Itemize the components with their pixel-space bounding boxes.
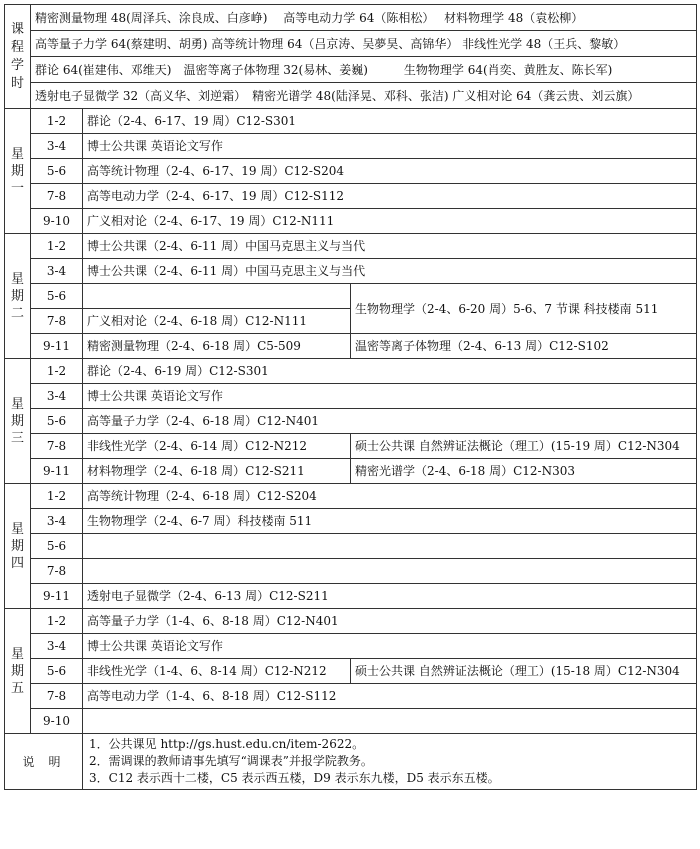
course-cell-left: 非线性光学（1-4、6、8-14 周）C12-N212 <box>83 659 351 684</box>
course-cell <box>83 559 697 584</box>
course-cell: 高等统计物理（2-4、6-18 周）C12-S204 <box>83 484 697 509</box>
period-cell: 5-6 <box>31 534 83 559</box>
course-hours-label: 课程学时 <box>5 5 31 109</box>
course-cell: 博士公共课（2-4、6-11 周）中国马克思主义与当代 <box>83 259 697 284</box>
course-cell: 群论（2-4、6-17、19 周）C12-S301 <box>83 109 697 134</box>
period-cell: 9-11 <box>31 334 83 359</box>
period-cell: 3-4 <box>31 259 83 284</box>
day-label-friday: 星期五 <box>5 609 31 734</box>
course-cell-right: 温密等离子体物理（2-4、6-13 周）C12-S102 <box>351 334 697 359</box>
period-cell: 9-10 <box>31 709 83 734</box>
note-item: 1．公共课见 http://gs.hust.edu.cn/item-2622。 <box>89 737 365 751</box>
period-cell: 5-6 <box>31 409 83 434</box>
notes-label: 说明 <box>5 734 83 790</box>
course-cell: 博士公共课 英语论文写作 <box>83 384 697 409</box>
day-label-wednesday: 星期三 <box>5 359 31 484</box>
period-cell: 1-2 <box>31 109 83 134</box>
course-cell-left <box>83 284 351 309</box>
course-cell: 生物物理学（2-4、6-7 周）科技楼南 511 <box>83 509 697 534</box>
course-cell: 高等电动力学（2-4、6-17、19 周）C12-S112 <box>83 184 697 209</box>
period-cell: 7-8 <box>31 559 83 584</box>
course-cell: 高等电动力学（1-4、6、8-18 周）C12-S112 <box>83 684 697 709</box>
course-cell: 博士公共课 英语论文写作 <box>83 134 697 159</box>
course-cell: 高等量子力学（1-4、6、8-18 周）C12-N401 <box>83 609 697 634</box>
period-cell: 1-2 <box>31 234 83 259</box>
period-cell: 9-11 <box>31 459 83 484</box>
course-cell: 博士公共课（2-4、6-11 周）中国马克思主义与当代 <box>83 234 697 259</box>
course-hours-row: 群论 64(崔建伟、邓维天) 温密等离子体物理 32(易林、姜巍) 生物物理学 64(肖奕、黄胜友、陈长军) <box>31 57 697 83</box>
day-label-tuesday: 星期二 <box>5 234 31 359</box>
note-item: 2．需调课的教师请事先填写“调课表”并报学院教务。 <box>89 754 373 768</box>
course-cell-merged: 生物物理学（2-4、6-20 周）5-6、7 节课 科技楼南 511 <box>351 284 697 334</box>
course-cell <box>83 534 697 559</box>
course-cell: 高等量子力学（2-4、6-18 周）C12-N401 <box>83 409 697 434</box>
period-cell: 7-8 <box>31 684 83 709</box>
course-hours-row: 精密测量物理 48(周泽兵、涂良成、白彦峥) 高等电动力学 64（陈相松） 材料物理学 48（袁松柳） <box>31 5 697 31</box>
period-cell: 5-6 <box>31 659 83 684</box>
course-cell-left: 非线性光学（2-4、6-14 周）C12-N212 <box>83 434 351 459</box>
period-cell: 5-6 <box>31 284 83 309</box>
day-label-thursday: 星期四 <box>5 484 31 609</box>
course-cell: 博士公共课 英语论文写作 <box>83 634 697 659</box>
period-cell: 5-6 <box>31 159 83 184</box>
period-cell: 9-10 <box>31 209 83 234</box>
course-cell-left: 广义相对论（2-4、6-18 周）C12-N111 <box>83 309 351 334</box>
course-cell-left: 精密测量物理（2-4、6-18 周）C5-509 <box>83 334 351 359</box>
notes-list <box>83 734 697 790</box>
period-cell: 1-2 <box>31 484 83 509</box>
period-cell: 1-2 <box>31 359 83 384</box>
period-cell: 1-2 <box>31 609 83 634</box>
period-cell: 7-8 <box>31 434 83 459</box>
period-cell: 3-4 <box>31 134 83 159</box>
course-cell-right: 精密光谱学（2-4、6-18 周）C12-N303 <box>351 459 697 484</box>
period-cell: 7-8 <box>31 184 83 209</box>
course-cell: 透射电子显微学（2-4、6-13 周）C12-S211 <box>83 584 697 609</box>
course-hours-row: 透射电子显微学 32（高义华、刘逆霜） 精密光谱学 48(陆泽晃、邓科、张洁) 广义相对论 64（龚云贵、刘云旗） <box>31 83 697 109</box>
period-cell: 9-11 <box>31 584 83 609</box>
course-schedule-table <box>4 4 697 790</box>
period-cell: 7-8 <box>31 309 83 334</box>
note-item: 3．C12 表示西十二楼，C5 表示西五楼，D9 表示东九楼，D5 表示东五楼。 <box>89 771 500 785</box>
course-cell-right: 硕士公共课 自然辨证法概论（理工）(15-18 周）C12-N304 <box>351 659 697 684</box>
period-cell: 3-4 <box>31 384 83 409</box>
course-cell: 广义相对论（2-4、6-17、19 周）C12-N111 <box>83 209 697 234</box>
course-cell-right: 硕士公共课 自然辨证法概论（理工）(15-19 周）C12-N304 <box>351 434 697 459</box>
course-cell: 群论（2-4、6-19 周）C12-S301 <box>83 359 697 384</box>
course-cell-left: 材料物理学（2-4、6-18 周）C12-S211 <box>83 459 351 484</box>
course-cell: 高等统计物理（2-4、6-17、19 周）C12-S204 <box>83 159 697 184</box>
course-cell <box>83 709 697 734</box>
period-cell: 3-4 <box>31 634 83 659</box>
day-label-monday: 星期一 <box>5 109 31 234</box>
course-hours-row: 高等量子力学 64(蔡建明、胡勇) 高等统计物理 64（吕京涛、吴夢昊、高锦华） 非线性光学 48（王兵、黎敏） <box>31 31 697 57</box>
period-cell: 3-4 <box>31 509 83 534</box>
